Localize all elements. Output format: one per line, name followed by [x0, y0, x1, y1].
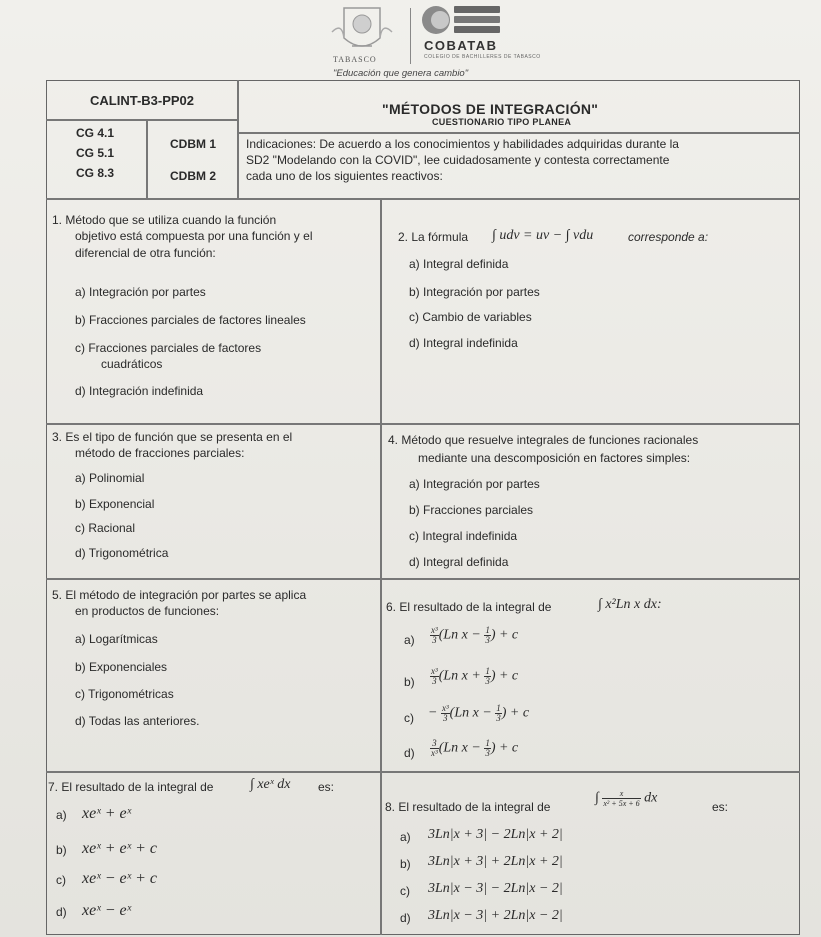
- competency-cdbm: CDBM 2: [170, 169, 217, 183]
- answer-option[interactable]: d) Integral definida: [409, 555, 509, 569]
- formula-body: (Ln x −: [438, 740, 481, 756]
- answer-option-formula[interactable]: xeˣ + eˣ: [82, 805, 132, 822]
- question-text: diferencial de otra función:: [75, 246, 216, 260]
- answer-option[interactable]: a) Polinomial: [75, 471, 145, 485]
- formula-body: (Ln x −: [449, 705, 492, 721]
- answer-option[interactable]: b) Integración por partes: [409, 285, 540, 299]
- header-table-line: [146, 119, 148, 198]
- formula-fraction: [430, 667, 439, 686]
- question-text: 5. El método de integración por partes se aplica: [52, 588, 307, 602]
- question-text: 4. Método que resuelve integrales de funciones racionales: [388, 433, 699, 447]
- answer-option-formula[interactable]: 3Ln|x + 3| − 2Ln|x + 2|: [428, 827, 563, 842]
- formula-tail: ) + c: [490, 668, 519, 684]
- answer-option[interactable]: d) Trigonométrica: [75, 546, 169, 560]
- question-grid-line: [46, 578, 800, 580]
- header-table-line: [237, 132, 800, 134]
- answer-option-label[interactable]: b): [56, 843, 67, 857]
- fraction-denominator: 3: [485, 635, 490, 645]
- formula-body: (Ln x −: [438, 627, 481, 643]
- integral-sign: ∫: [595, 790, 599, 806]
- formula-tail: ) + c: [501, 705, 530, 721]
- answer-option[interactable]: d) Todas las anteriores.: [75, 714, 200, 728]
- answer-option-label[interactable]: b): [404, 675, 415, 689]
- fraction-denominator: 3: [496, 713, 501, 723]
- answer-option-label[interactable]: d): [400, 911, 411, 925]
- cobatab-logo-icon: [420, 2, 506, 38]
- answer-option-label[interactable]: a): [400, 830, 411, 844]
- header-table-line: [46, 198, 800, 200]
- question-text: corresponde a:: [628, 230, 709, 244]
- question-text: 7. El resultado de la integral de: [48, 780, 214, 794]
- answer-option-formula[interactable]: [430, 667, 518, 686]
- formula-tail: ) + c: [490, 627, 519, 643]
- header-table-line: [46, 119, 237, 121]
- fraction-denominator: 3: [485, 676, 490, 686]
- answer-option[interactable]: a) Integral definida: [409, 257, 509, 271]
- instructions-line: cada uno de los siguientes reactivos:: [246, 169, 443, 183]
- formula-fraction: [602, 789, 640, 808]
- answer-option-formula[interactable]: 3Ln|x − 3| + 2Ln|x − 2|: [428, 908, 563, 923]
- formula-body: (Ln x +: [438, 668, 481, 684]
- question-text: mediante una descomposición en factores simples:: [418, 451, 691, 465]
- institution-motto: "Educación que genera cambio": [333, 68, 469, 79]
- answer-option-formula[interactable]: xeˣ − eˣ: [82, 902, 132, 919]
- document-subtitle: CUESTIONARIO TIPO PLANEA: [432, 117, 572, 127]
- institution-name: COBATAB: [424, 38, 498, 53]
- answer-option[interactable]: c) Cambio de variables: [409, 310, 532, 324]
- answer-option-label[interactable]: c): [400, 884, 410, 898]
- answer-option-formula[interactable]: 3Ln|x + 3| + 2Ln|x + 2|: [428, 854, 563, 869]
- question-grid-line: [380, 198, 382, 935]
- answer-option[interactable]: a) Integración por partes: [75, 285, 206, 299]
- answer-option-label[interactable]: a): [404, 633, 415, 647]
- answer-option-formula[interactable]: xeˣ + eˣ + c: [82, 840, 158, 857]
- formula-fraction: [441, 704, 450, 723]
- question-text: 2. La fórmula: [398, 230, 469, 244]
- fraction-denominator: x³: [431, 748, 438, 758]
- institution-subtitle: COLEGIO DE BACHILLERES DE TABASCO: [424, 54, 541, 60]
- competency-cdbm: CDBM 1: [170, 137, 217, 151]
- question-formula: ∫ xeˣ dx: [250, 777, 291, 792]
- formula-fraction: [430, 739, 439, 758]
- answer-option-label[interactable]: d): [56, 905, 67, 919]
- answer-option[interactable]: c) Fracciones parciales de factores: [75, 341, 262, 355]
- answer-option[interactable]: c) Trigonométricas: [75, 687, 174, 701]
- answer-option-formula[interactable]: [430, 626, 518, 645]
- fraction-numerator: 1: [485, 625, 490, 635]
- answer-option-label[interactable]: b): [400, 857, 411, 871]
- answer-option[interactable]: c) Racional: [75, 521, 136, 535]
- fraction-numerator: x³: [431, 666, 438, 676]
- question-text: es:: [712, 800, 729, 814]
- fraction-denominator: 3: [485, 748, 490, 758]
- question-grid-line: [46, 771, 800, 773]
- question-text: objetivo está compuesta por una función y el: [75, 229, 313, 243]
- question-formula: ∫ x²Ln x dx:: [598, 597, 662, 612]
- competency-cg: CG 4.1: [76, 126, 115, 140]
- fraction-numerator: x³: [431, 625, 438, 635]
- header-table-line: [237, 80, 239, 198]
- question-text: 1. Método que se utiliza cuando la función: [52, 213, 277, 227]
- answer-option[interactable]: d) Integración indefinida: [75, 384, 204, 398]
- answer-option-formula[interactable]: 3Ln|x − 3| − 2Ln|x − 2|: [428, 881, 563, 896]
- question-text: 6. El resultado de la integral de: [386, 600, 552, 614]
- answer-option[interactable]: b) Exponenciales: [75, 660, 168, 674]
- instructions-line: SD2 "Modelando con la COVID", lee cuidadosamente y contesta correctamente: [246, 153, 670, 167]
- answer-option-formula[interactable]: xeˣ − eˣ + c: [82, 870, 158, 887]
- question-formula: ∫ udv = uv − ∫ vdu: [492, 228, 594, 243]
- question-text: es:: [318, 780, 335, 794]
- answer-option-label[interactable]: d): [404, 746, 415, 760]
- competency-cg: CG 8.3: [76, 166, 115, 180]
- answer-option-formula[interactable]: [430, 739, 518, 758]
- formula-dx: dx: [644, 790, 658, 806]
- answer-option[interactable]: a) Logarítmicas: [75, 632, 158, 646]
- question-text: 3. Es el tipo de función que se presenta en el: [52, 430, 293, 444]
- formula-tail: ) + c: [490, 740, 519, 756]
- answer-option[interactable]: a) Integración por partes: [409, 477, 540, 491]
- answer-option[interactable]: c) Integral indefinida: [409, 529, 518, 543]
- question-text: en productos de funciones:: [75, 604, 220, 618]
- answer-option[interactable]: b) Fracciones parciales: [409, 503, 534, 517]
- answer-option[interactable]: d) Integral indefinida: [409, 336, 518, 350]
- fraction-denominator: 3: [432, 676, 437, 686]
- answer-option-label[interactable]: c): [404, 711, 414, 725]
- fraction-denominator: 3: [432, 635, 437, 645]
- document-title: "MÉTODOS DE INTEGRACIÓN": [382, 101, 599, 117]
- answer-option-label[interactable]: c): [56, 873, 66, 887]
- state-name: TABASCO: [333, 55, 377, 64]
- instructions-line: Indicaciones: De acuerdo a los conocimientos y habilidades adquiridas durante la: [246, 137, 679, 151]
- question-grid-line: [46, 423, 800, 425]
- formula-sign: −: [428, 705, 438, 721]
- question-text: método de fracciones parciales:: [75, 446, 245, 460]
- fraction-numerator: x³: [441, 703, 449, 713]
- answer-option-label[interactable]: a): [56, 808, 67, 822]
- competency-cg: CG 5.1: [76, 146, 115, 160]
- answer-option-formula[interactable]: [428, 704, 529, 723]
- formula-fraction: [430, 626, 439, 645]
- fraction-numerator: 3: [430, 739, 439, 749]
- header-divider: [410, 8, 411, 64]
- answer-option[interactable]: b) Fracciones parciales de factores lineales: [75, 313, 306, 327]
- fraction-numerator: x: [602, 789, 640, 799]
- fraction-numerator: 1: [496, 703, 501, 713]
- fraction-numerator: 1: [485, 738, 490, 748]
- fraction-denominator: x² + 5x + 6: [603, 799, 640, 808]
- answer-option[interactable]: b) Exponencial: [75, 497, 155, 511]
- fraction-denominator: 3: [443, 713, 448, 723]
- question-formula: [595, 789, 657, 808]
- fraction-numerator: 1: [485, 666, 490, 676]
- document-code: CALINT-B3-PP02: [90, 93, 195, 108]
- tabasco-seal-icon: [322, 2, 402, 60]
- answer-option-continuation: cuadráticos: [101, 357, 163, 371]
- question-text: 8. El resultado de la integral de: [385, 800, 551, 814]
